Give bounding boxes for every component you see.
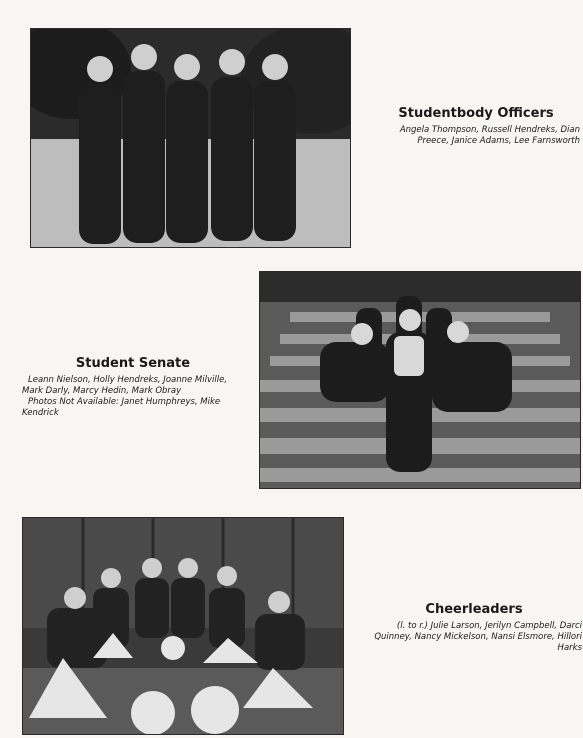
cheerleaders-photo: [22, 517, 344, 735]
cheerleaders-names: (l. to r.) Julie Larson, Jerilyn Campbell, Darci Quinney, Nancy Mickelson, Nansi Elsmore, Hillori Harks: [374, 621, 582, 653]
senate-note: Photos Not Available: Janet Humphreys, Mike Kendrick: [22, 397, 221, 418]
senate-caption: [22, 356, 244, 419]
senate-heading: Student Senate: [75, 356, 191, 371]
officers-names: Angela Thompson, Russell Hendreks, Dian Preece, Janice Adams, Lee Farnsworth: [399, 125, 580, 146]
senate-names: Leann Nielson, Holly Hendreks, Joanne Milville, Mark Darly, Marcy Hedin, Mark Obray: [22, 375, 228, 396]
officers-heading: Studentbody Officers: [398, 106, 554, 121]
officers-caption: [372, 106, 580, 147]
cheerleaders-heading: Cheerleaders: [425, 602, 523, 617]
student-senate-photo: [259, 271, 581, 489]
cheerleaders-caption: [366, 602, 582, 654]
studentbody-officers-photo: [30, 28, 351, 248]
